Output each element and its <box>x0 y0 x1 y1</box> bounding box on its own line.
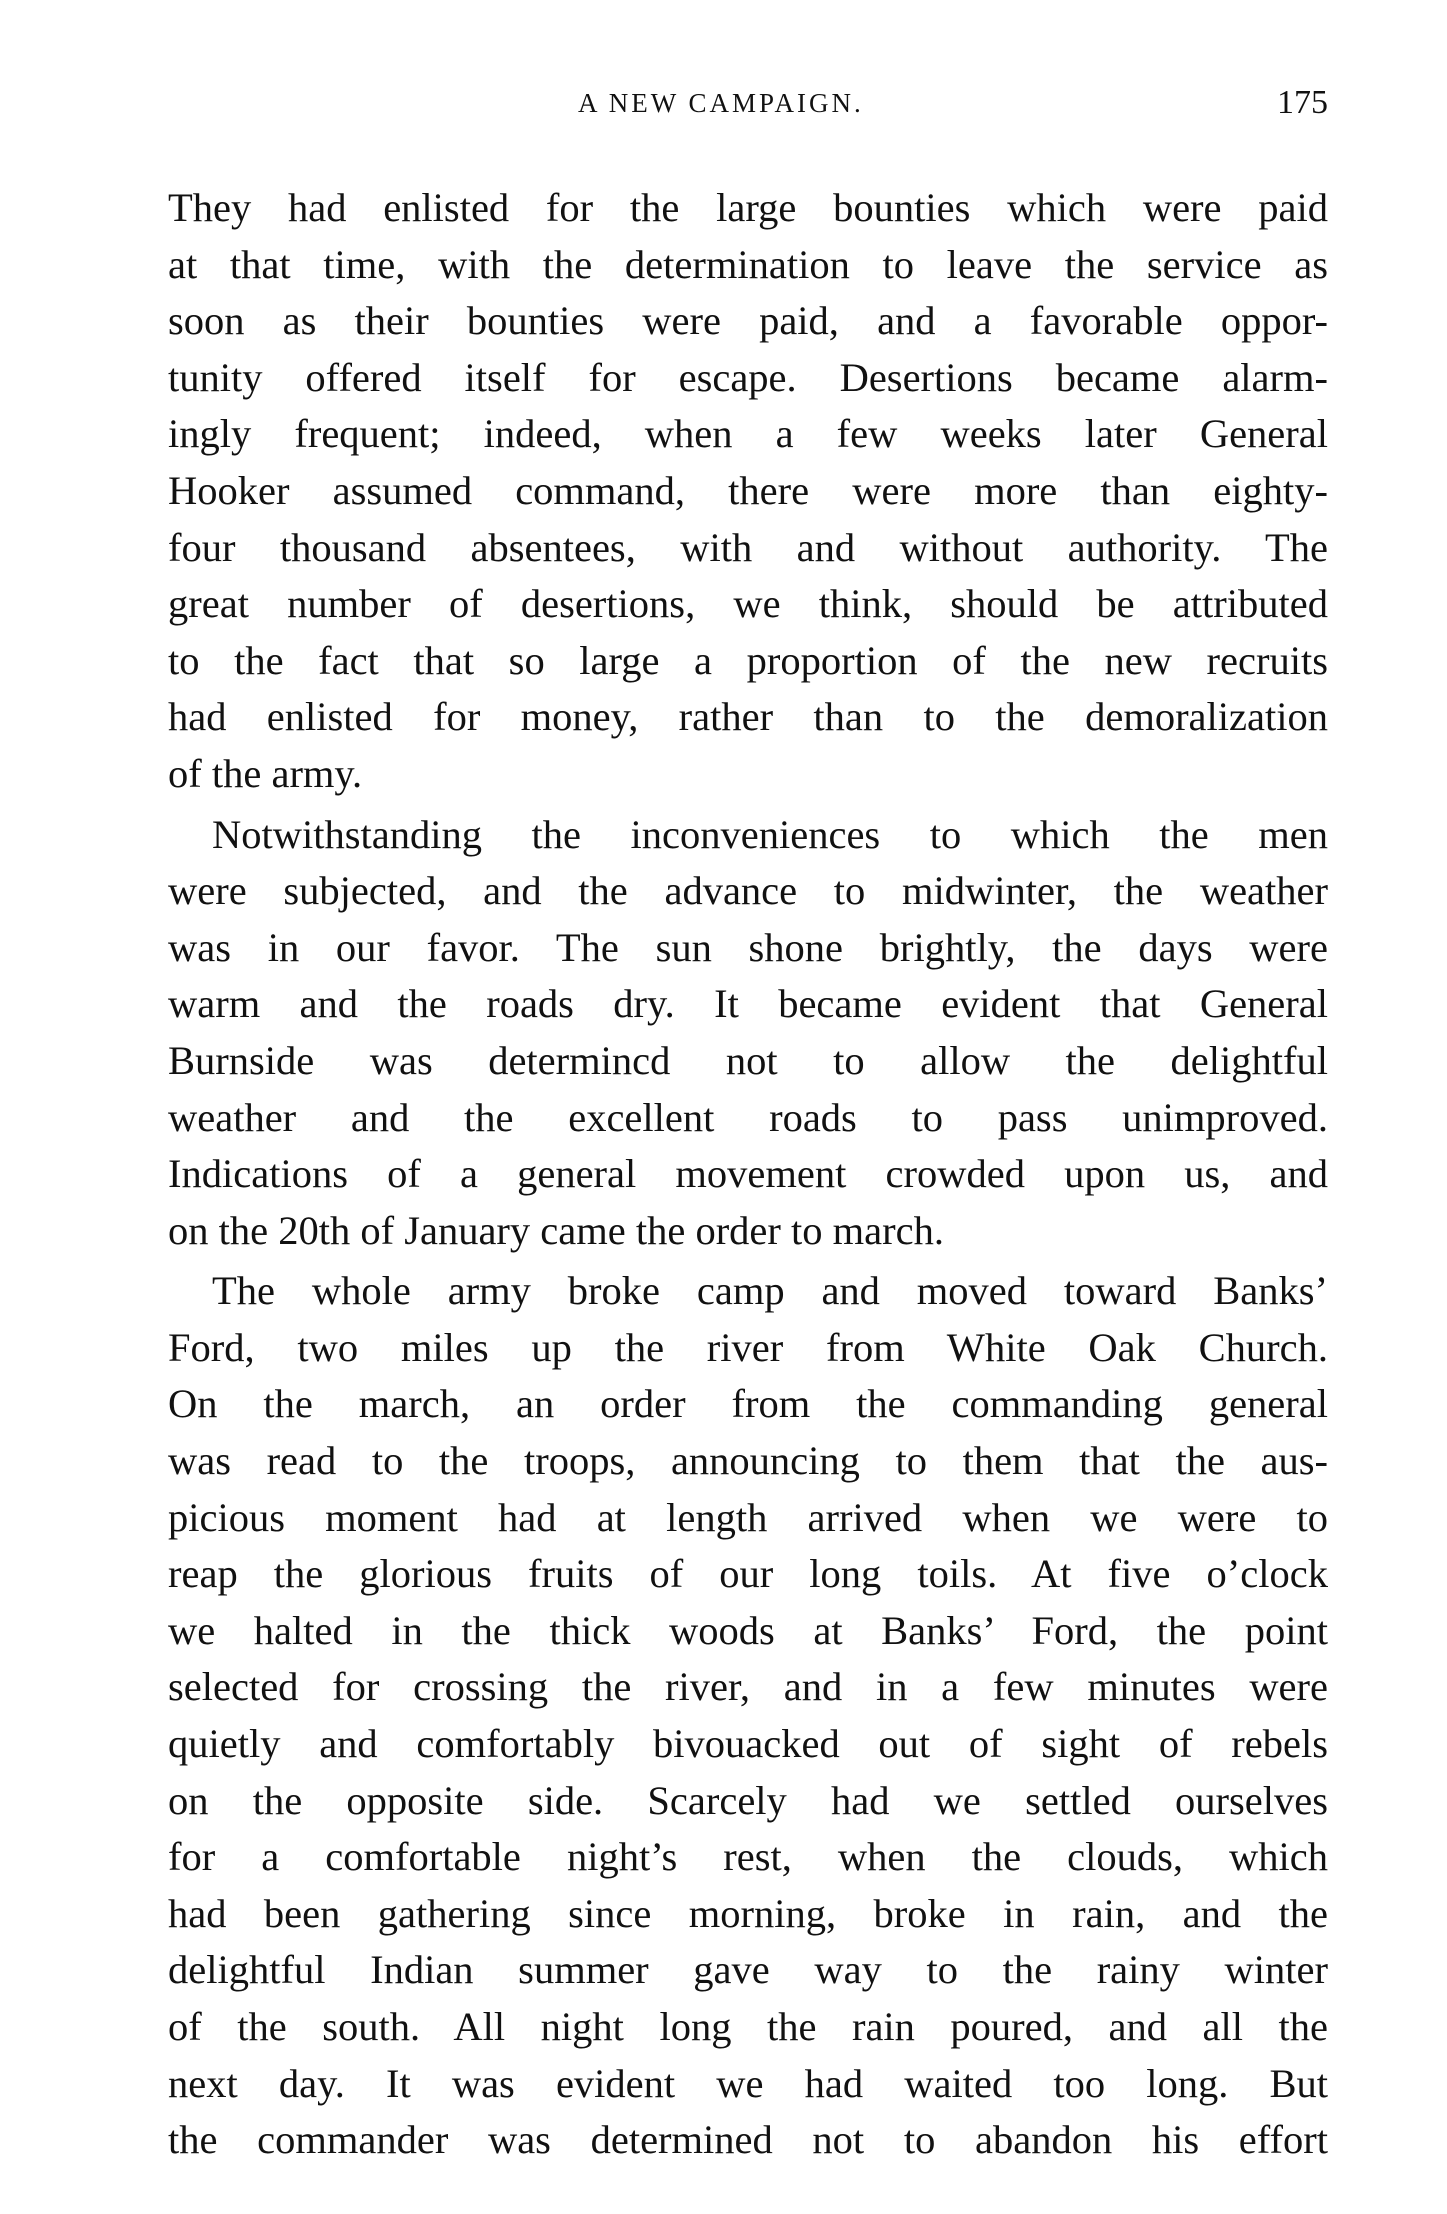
text-line: was read to the troops, announcing to them that the aus- <box>168 1438 1328 1484</box>
text-line: to the fact that so large a proportion of the new recruits <box>168 637 1328 683</box>
text-line: Burnside was determincd not to allow the delightful <box>168 1037 1328 1083</box>
text-line: Indications of a general movement crowded upon us, and <box>168 1151 1328 1197</box>
text-line: great number of desertions, we think, should be attributed <box>168 581 1328 627</box>
text-line: Notwithstanding the inconveniences to which the men <box>212 811 1328 857</box>
text-line: on the opposite side. Scarcely had we settled ourselves <box>168 1777 1328 1823</box>
text-line: had been gathering since morning, broke in rain, and the <box>168 1890 1328 1936</box>
text-line: On the march, an order from the commanding general <box>168 1381 1328 1427</box>
text-line: at that time, with the determination to leave the service as <box>168 241 1328 287</box>
paragraph-2 <box>168 807 1328 1260</box>
text-line: ingly frequent; indeed, when a few weeks later General <box>168 411 1328 457</box>
text-line: was in our favor. The sun shone brightly, the days were <box>168 924 1328 970</box>
running-head <box>168 84 1328 128</box>
text-line: weather and the excellent roads to pass unimproved. <box>168 1094 1328 1140</box>
text-line: of the army. <box>168 750 363 796</box>
text-line: the commander was determined not to abandon his effort <box>168 2117 1328 2163</box>
text-line: quietly and comfortably bivouacked out of sight of rebels <box>168 1721 1328 1767</box>
text-line: for a comfortable night’s rest, when the clouds, which <box>168 1834 1328 1880</box>
text-line: were subjected, and the advance to midwinter, the weather <box>168 868 1328 914</box>
text-line: warm and the roads dry. It became evident that General <box>168 981 1328 1027</box>
text-line: Hooker assumed command, there were more than eighty- <box>168 467 1328 513</box>
text-line: four thousand absentees, with and without authority. The <box>168 524 1328 570</box>
text-line: of the south. All night long the rain poured, and all the <box>168 2004 1328 2049</box>
text-line: on the 20th of January came the order to march. <box>168 1207 944 1253</box>
text-line: The whole army broke camp and moved toward Banks’ <box>212 1268 1328 1314</box>
text-line: reap the glorious fruits of our long toils. At five o’clock <box>168 1551 1328 1597</box>
text-line: delightful Indian summer gave way to the rainy winter <box>168 1947 1328 1993</box>
text-line: Ford, two miles up the river from White Oak Church. <box>168 1324 1328 1370</box>
page-number: 175 <box>1277 84 1328 121</box>
paragraph-1 <box>168 180 1328 803</box>
text-line: next day. It was evident we had waited too long. But <box>168 2060 1328 2106</box>
paragraph-3 <box>168 1263 1328 2169</box>
text-line: had enlisted for money, rather than to the demoralization <box>168 694 1328 740</box>
text-line: we halted in the thick woods at Banks’ Ford, the point <box>168 1607 1328 1653</box>
text-line: soon as their bounties were paid, and a favorable oppor- <box>168 298 1328 344</box>
text-line: They had enlisted for the large bounties which were paid <box>168 185 1328 230</box>
body-text <box>168 180 1328 2169</box>
text-line: tunity offered itself for escape. Desertions became alarm- <box>168 354 1328 400</box>
running-title: A NEW CAMPAIGN. <box>578 88 864 118</box>
text-line: selected for crossing the river, and in a few minutes were <box>168 1664 1328 1710</box>
text-line: picious moment had at length arrived when we were to <box>168 1494 1328 1540</box>
